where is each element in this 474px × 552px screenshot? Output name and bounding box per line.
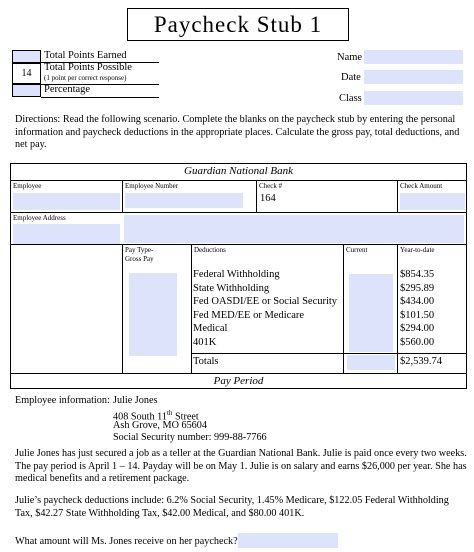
deduction-row	[193, 295, 465, 309]
points-divider-3	[41, 97, 159, 98]
check-no-label: Check #	[259, 182, 283, 190]
employee-info-city: Ash Grove, MO 65604	[113, 420, 207, 431]
points-earned-field[interactable]	[12, 50, 41, 63]
scenario-text: Julie Jones has just secured a job as a teller at the Guardian National Bank. Julie is paid once every two weeks. The pay period is April 1 – 14. Payday will be on May 1. Julie is on salary and earns $26,000 per year. She has medical benefits and a retirement package.	[15, 448, 467, 484]
deduction-ytd: $560.00	[400, 336, 435, 348]
deduction-name: 401K	[193, 336, 217, 348]
street-end: Street	[172, 411, 199, 423]
deduction-ytd: $854.35	[400, 269, 435, 280]
employee-field[interactable]	[12, 192, 121, 211]
check-amount-field[interactable]	[399, 192, 466, 211]
deduction-row	[193, 282, 465, 296]
employee-number-cell	[122, 181, 256, 212]
points-possible-value-box	[12, 63, 41, 84]
totals-divider	[191, 353, 466, 354]
employee-address-field-1[interactable]	[12, 223, 121, 245]
points-box	[12, 50, 159, 98]
points-divider-2	[41, 84, 159, 85]
employee-cell	[11, 181, 122, 212]
employee-label: Employee	[13, 182, 42, 190]
deduction-ytd: $294.00	[400, 323, 435, 334]
pay-period-label: Pay Period	[213, 375, 264, 387]
deduction-row	[193, 322, 465, 336]
deduction-name: Federal Withholding	[193, 269, 280, 280]
question-text: What amount will Ms. Jones receive on her paycheck?	[15, 536, 238, 547]
name-field[interactable]	[364, 50, 463, 64]
directions: Directions: Read the following scenario. Complete the blanks on the paycheck stub by entering the personal information and paycheck deductions in the appropriate places. Calculate the gross pay, total deductions, and net pay.	[15, 114, 460, 150]
deduction-ytd: $295.89	[400, 282, 435, 294]
deduction-name: Fed MED/EE or Medicare	[193, 309, 305, 321]
bank-name: Guardian National Bank	[184, 165, 293, 177]
employee-address-field-2[interactable]	[123, 214, 465, 244]
totals-current-field[interactable]	[346, 354, 396, 371]
employee-info-name: Julie Jones	[113, 395, 158, 406]
page-title: Paycheck Stub 1	[127, 8, 349, 41]
ytd-label: Year-to-date	[400, 246, 435, 254]
gross-pay-label: Gross Pay	[125, 255, 154, 263]
employee-number-field[interactable]	[124, 192, 244, 209]
check-no-cell	[256, 181, 397, 212]
employee-info-label: Employee information:	[15, 395, 110, 406]
totals-ytd: $2,539.74	[400, 356, 442, 367]
employee-info-ssn: Social Security number: 999-88-7766	[113, 432, 267, 443]
points-earned-label: Total Points Earned	[44, 50, 127, 61]
row-divider-4	[11, 373, 466, 374]
deduction-name: Fed OASDI/EE or Social Security	[193, 296, 338, 307]
gross-pay-field[interactable]	[128, 272, 178, 357]
check-amount-label: Check Amount	[400, 182, 443, 190]
points-divider-1	[41, 62, 159, 63]
check-no-value: 164	[260, 193, 276, 204]
points-possible-label: Total Points Possible	[44, 62, 132, 73]
pay-type-cell	[122, 245, 191, 373]
street-sup: th	[166, 409, 173, 417]
deduction-ytd: $434.00	[400, 296, 435, 307]
employee-number-label: Employee Number	[125, 182, 179, 190]
address-cell	[11, 213, 122, 244]
employee-address-label: Employee Address	[13, 214, 66, 222]
street-text: 408 South 11	[113, 411, 167, 423]
answer-field[interactable]	[238, 533, 338, 548]
pay-type-label: Pay Type-	[125, 246, 154, 254]
points-possible-note: (1 point per correct response)	[44, 74, 127, 82]
deduction-name: State Withholding	[193, 282, 270, 294]
deduction-ytd: $101.50	[400, 309, 435, 321]
points-possible-value: 14	[21, 68, 32, 79]
percentage-label: Percentage	[44, 84, 91, 95]
deductions-text: Julie’s paycheck deductions include: 6.2% Social Security, 1.45% Medicare, $122.05 Federal Withholding Tax, $42.27 State Withholding Tax, $42.00 Medical, and $80.00 401K.	[15, 495, 449, 519]
paycheck-stub	[10, 163, 467, 389]
deduction-row	[193, 336, 465, 350]
class-field[interactable]	[364, 91, 463, 105]
date-label: Date	[341, 72, 361, 83]
deduction-row	[193, 268, 465, 282]
deductions-label: Deductions	[194, 246, 226, 254]
class-label: Class	[339, 93, 362, 104]
deduction-name: Medical	[193, 323, 228, 334]
totals-label: Totals	[193, 356, 219, 367]
check-amount-cell	[397, 181, 466, 212]
date-field[interactable]	[364, 70, 463, 84]
name-label: Name	[337, 52, 363, 63]
percentage-field[interactable]	[12, 84, 41, 97]
deductions-list	[193, 268, 465, 349]
current-label: Current	[346, 246, 368, 254]
deduction-row	[193, 309, 465, 323]
